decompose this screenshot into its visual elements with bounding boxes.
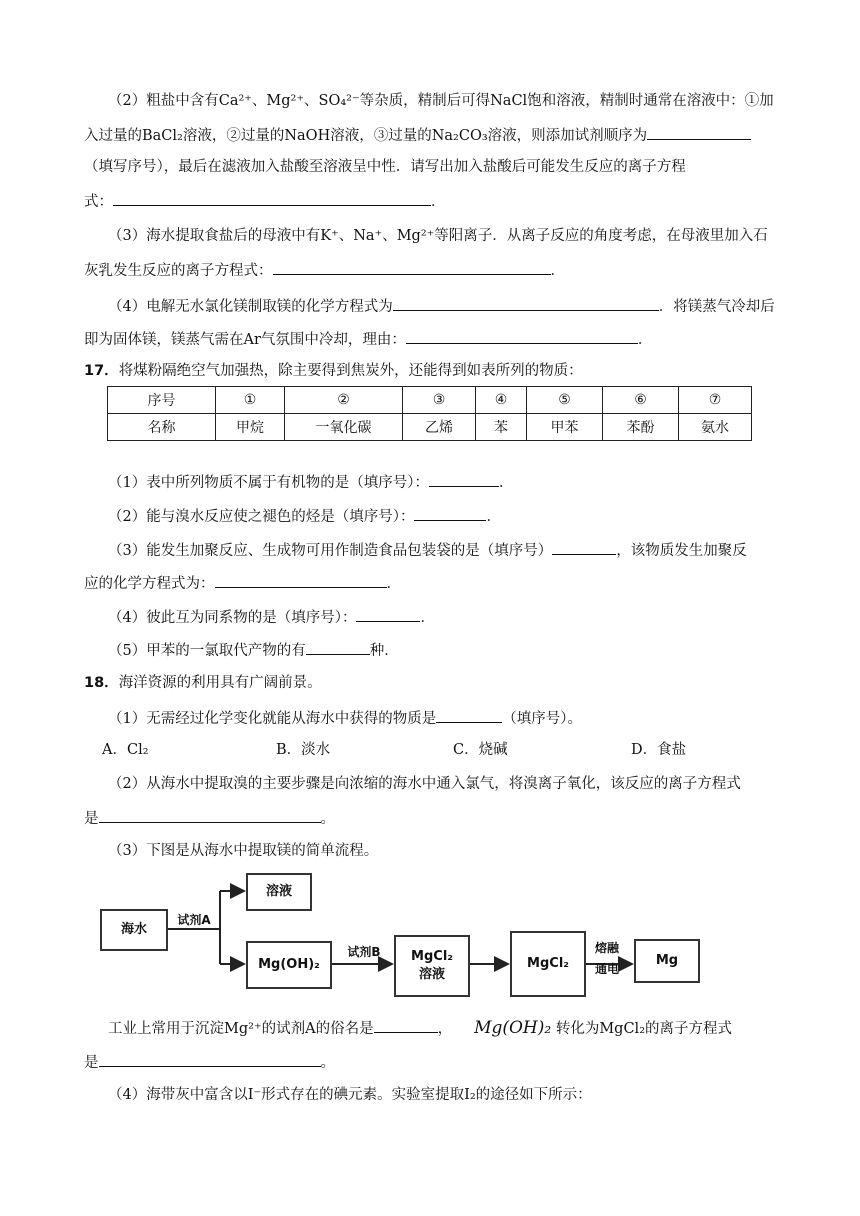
answer-blank[interactable] <box>99 1050 321 1067</box>
table-cell: ① <box>216 387 285 414</box>
solution-box: 溶液 <box>246 873 312 911</box>
q17-sub2 <box>108 504 810 528</box>
electrolysis-label <box>586 941 628 977</box>
table-cell: 氨水 <box>679 414 752 441</box>
table-header-cell: 名称 <box>108 414 216 441</box>
table-cell: ⑦ <box>679 387 752 414</box>
q16-part4-line1-tail: ．将镁蒸气冷却后 <box>658 299 775 315</box>
answer-blank[interactable] <box>436 706 502 723</box>
q16-part2-line1: （2）粗盐中含有Ca²⁺、Mg²⁺、SO₄²⁻等杂质，精制后可得NaCl饱和溶液，精制时通常在溶液中：①加 <box>108 93 774 109</box>
mgcl2-solution-line1: MgCl₂ <box>411 949 453 964</box>
mgcl2-box: MgCl₂ <box>510 931 586 997</box>
answer-blank[interactable] <box>393 294 659 311</box>
q16-part4-line2 <box>84 327 810 351</box>
q17-sub5-text: （5）甲苯的一氯取代产物的有 <box>108 643 306 659</box>
q18-stem <box>84 672 810 694</box>
table-cell: ③ <box>403 387 476 414</box>
option-b[interactable]: B．淡水 <box>276 742 331 758</box>
q18-sub3-line2-text: 是 <box>84 1055 99 1071</box>
table-cell: ⑥ <box>603 387 679 414</box>
substance-table <box>107 386 752 441</box>
mg-box: Mg <box>634 939 700 983</box>
option-a[interactable]: A．Cl₂ <box>102 742 149 758</box>
q18-sub3-convert-text: 转化为MgCl₂的离子方程式 <box>551 1021 733 1037</box>
q18-sub3-answer-line1 <box>108 1016 810 1040</box>
q17-sub3-line1 <box>108 538 810 562</box>
q17-stem-text: 将煤粉隔绝空气加强热，除主要得到焦炭外，还能得到如表所列的物质： <box>118 363 583 379</box>
answer-blank[interactable] <box>374 1016 438 1033</box>
answer-blank[interactable] <box>429 470 499 487</box>
q17-sub5 <box>108 638 810 662</box>
period: ． <box>550 263 565 279</box>
period: ． <box>431 194 446 210</box>
answer-blank[interactable] <box>552 538 616 555</box>
q17-sub4 <box>108 605 810 629</box>
table-cell: 甲苯 <box>527 414 603 441</box>
period: ． <box>386 576 401 592</box>
q16-part4-line2-text: 即为固体镁，镁蒸气需在Ar气氛围中冷却，理由： <box>84 332 406 348</box>
period: ． <box>637 332 653 348</box>
q18-stem-text: 海洋资源的利用具有广阔前景。 <box>118 675 322 691</box>
question-number: 17． <box>84 363 119 379</box>
q17-sub1 <box>108 470 810 494</box>
table-header-cell: 序号 <box>108 387 216 414</box>
answer-blank[interactable] <box>99 806 321 823</box>
q18-sub4: （4）海带灰中富含以I⁻形式存在的碘元素。实验室提取I₂的途径如下所示： <box>108 1087 592 1103</box>
period: 。 <box>320 811 335 827</box>
option-c[interactable]: C．烧碱 <box>453 742 508 758</box>
mgcl2-solution-box <box>394 935 470 997</box>
mgcl2-solution-line2: 溶液 <box>418 967 445 982</box>
q18-sub3-reagent-text: 工业上常用于沉淀Mg²⁺的试剂A的俗名是 <box>108 1021 374 1037</box>
period: ． <box>486 509 501 525</box>
table-cell: 苯 <box>476 414 527 441</box>
answer-blank[interactable] <box>306 638 370 655</box>
q18-sub1-text: （1）无需经过化学变化就能从海水中获得的物质是 <box>108 711 437 727</box>
seawater-box: 海水 <box>100 909 168 951</box>
q17-sub5-tail: 种． <box>369 643 399 659</box>
q17-stem <box>84 360 810 382</box>
reagent-a-label: 试剂A <box>177 913 211 927</box>
table-cell: 乙烯 <box>403 414 476 441</box>
answer-blank[interactable] <box>113 189 431 206</box>
period: ． <box>420 610 435 626</box>
q16-part3-line2-text: 灰乳发生反应的离子方程式： <box>84 263 273 279</box>
q17-sub3-line2-text: 应的化学方程式为： <box>84 576 215 592</box>
table-cell: 苯酚 <box>603 414 679 441</box>
magnesium-extraction-flowchart <box>96 865 716 995</box>
q17-sub1-text: （1）表中所列物质不属于有机物的是（填序号）： <box>108 475 429 491</box>
q18-sub2-line2 <box>84 806 810 830</box>
table-cell: ⑤ <box>527 387 603 414</box>
q16-part2-line4 <box>84 189 810 213</box>
q16-part2-line4-text: 式： <box>84 194 113 210</box>
mgoh2-box: Mg(OH)₂ <box>246 941 332 989</box>
question-number: 18． <box>84 675 119 691</box>
q17-sub3-tail: ，该物质发生加聚反 <box>616 543 747 559</box>
table-cell: ② <box>285 387 403 414</box>
table-cell: ④ <box>476 387 527 414</box>
answer-blank[interactable] <box>273 258 551 275</box>
q18-sub2-line2-text: 是 <box>84 811 99 827</box>
answer-blank[interactable] <box>647 123 751 140</box>
q16-part2-line2-text: 入过量的BaCl₂溶液，②过量的NaOH溶液，③过量的Na₂CO₃溶液，则添加试剂顺序为 <box>84 128 648 144</box>
table-row <box>108 387 752 414</box>
period: 。 <box>320 1055 335 1071</box>
option-d[interactable]: D．食盐 <box>631 742 687 758</box>
table-cell: 甲烷 <box>216 414 285 441</box>
answer-blank[interactable] <box>406 327 638 344</box>
answer-blank[interactable] <box>215 571 387 588</box>
answer-blank[interactable] <box>356 605 420 622</box>
q18-sub1 <box>108 706 810 730</box>
mgoh2-formula: Mg(OH)₂ <box>474 1018 552 1038</box>
table-row <box>108 414 752 441</box>
q17-sub3-text: （3）能发生加聚反应、生成物可用作制造食品包装袋的是（填序号） <box>108 543 553 559</box>
q16-part2-line3: （填写序号），最后在滤液加入盐酸至溶液呈中性．请写出加入盐酸后可能发生反应的离子方程 <box>84 159 686 175</box>
q16-part4-line1 <box>108 294 810 318</box>
q16-part4-line1-text: （4）电解无水氯化镁制取镁的化学方程式为 <box>108 299 393 315</box>
comma: ， <box>437 1021 453 1037</box>
q17-sub4-text: （4）彼此互为同系物的是（填序号）： <box>108 610 357 626</box>
q16-part3-line1: （3）海水提取食盐后的母液中有K⁺、Na⁺、Mg²⁺等阳离子．从离子反应的角度考虑，在母液里加入石 <box>108 228 768 244</box>
electrify-label: 通电 <box>594 962 619 976</box>
q17-sub2-text: （2）能与溴水反应使之褪色的烃是（填序号）： <box>108 509 415 525</box>
q18-sub2-line1: （2）从海水中提取溴的主要步骤是向浓缩的海水中通入氯气，将溴离子氧化，该反应的离子方程式 <box>108 776 741 792</box>
reagent-b-label: 试剂B <box>347 945 381 959</box>
period: ． <box>498 475 514 491</box>
q18-sub3-answer-line2 <box>84 1050 810 1074</box>
q17-sub3-line2 <box>84 571 810 595</box>
melt-label: 熔融 <box>594 941 619 955</box>
q18-sub1-tail: （填序号）。 <box>502 711 582 727</box>
answer-blank[interactable] <box>414 504 486 521</box>
q18-sub3: （3）下图是从海水中提取镁的简单流程。 <box>108 843 379 859</box>
q16-part3-line2 <box>84 258 810 282</box>
q16-part2-line2 <box>84 123 810 147</box>
table-cell: 一氧化碳 <box>285 414 403 441</box>
